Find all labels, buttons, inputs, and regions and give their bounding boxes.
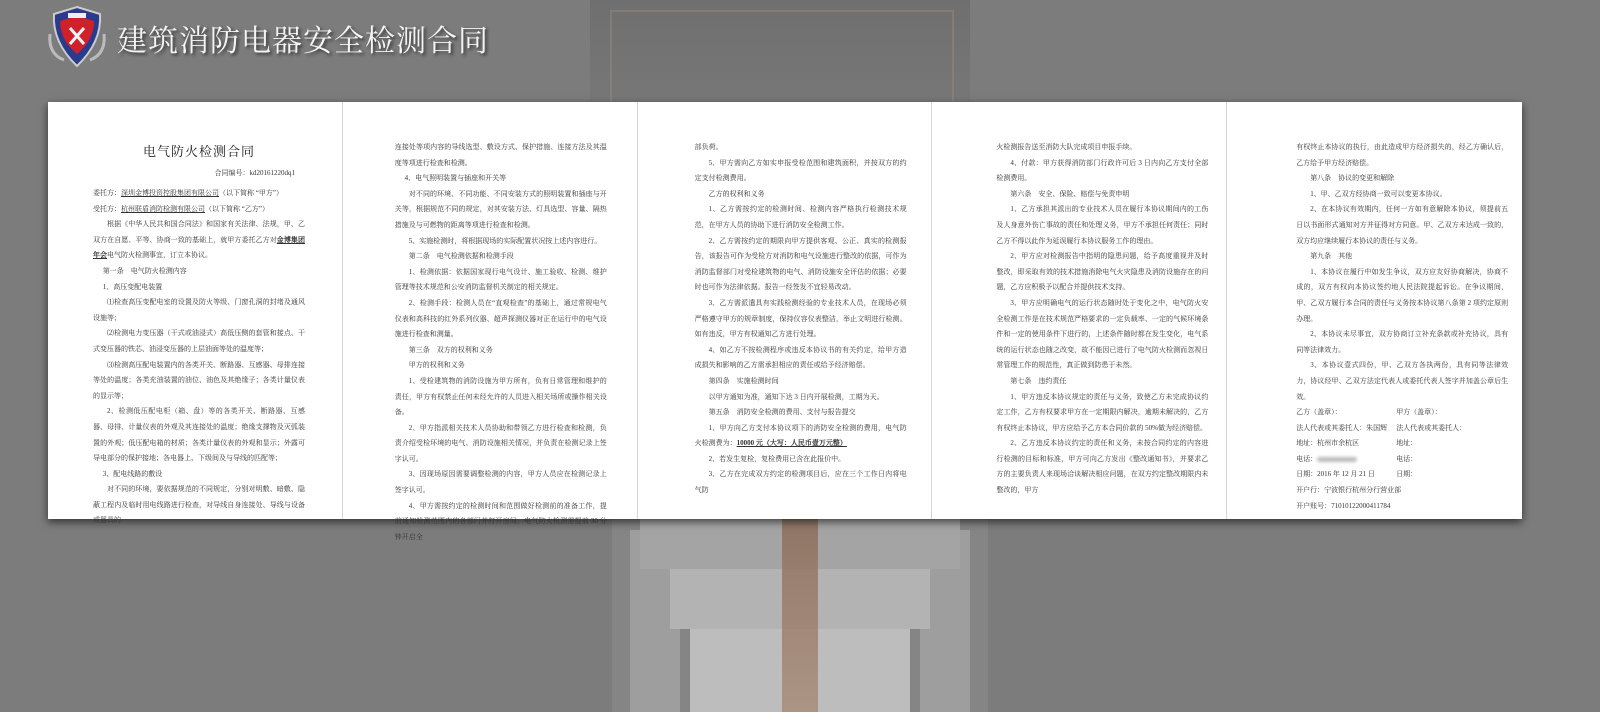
party-a-date bbox=[1396, 467, 1508, 483]
text-segment: 1、检测依据：依据国家现行电气设计、施工验收、检测、维护管理等技术规范和公安消防监督机关制定的相关规定。 bbox=[394, 267, 607, 292]
party-a-representative-text: 法人代表或其委托人： bbox=[1396, 423, 1467, 432]
text-segment: 第九条 其他 bbox=[1310, 252, 1353, 261]
party-a-seal-label bbox=[1396, 405, 1508, 421]
clause-paragraph bbox=[1296, 249, 1508, 265]
document-page-3 bbox=[638, 102, 933, 519]
paragraph bbox=[93, 186, 305, 202]
clause-paragraph bbox=[395, 358, 607, 374]
clause-paragraph bbox=[93, 358, 305, 405]
clause-paragraph bbox=[395, 187, 607, 234]
party-b-seal-label-text: 乙方（盖章）： bbox=[1296, 408, 1342, 417]
clause-paragraph bbox=[395, 265, 607, 296]
text-segment: 3、甲方应明确电气的运行状态随时处于变化之中，电气防火安全检测工作是在技术规范严格要求的一定负载率、一定的气候环境条件和一定的使用条件下进行的，上述条件随时都在发生变化，电气系统的运行状态也随之改变，故不能因已进行了电气防火检测而忽视日常管理工作的规范性，真正做到防患于未然。 bbox=[996, 298, 1209, 370]
text-segment: 4、电气照明装置与插座和开关等 bbox=[404, 174, 507, 183]
page-text-column bbox=[1296, 140, 1508, 514]
text-segment: 2、甲方指派相关技术人员协助和带领乙方进行检查和检测，负责介绍受检环境的电气、消防设施相关情况，并负责在检测记录上签字认可。 bbox=[394, 423, 607, 463]
text-segment: 2、乙方违反本协议约定的责任和义务，未按合同约定的内容进行检测的目标和标准，甲方可向乙方发出《整改通知书》，并要求乙方的主要负责人来现场洽谈解决相应问题，在双方约定整改期限内未整改的，甲方 bbox=[996, 439, 1209, 495]
clause-paragraph bbox=[695, 374, 907, 390]
text-segment: 部负荷。 bbox=[694, 143, 723, 151]
clause-paragraph bbox=[1296, 171, 1508, 187]
clause-paragraph bbox=[695, 234, 907, 296]
text-segment: 受托方： bbox=[93, 204, 121, 213]
text-segment: ⑴检查高压变配电室的设置及防火等级、门窗孔洞的封堵及通风设施等； bbox=[93, 298, 305, 322]
contract-document-spread bbox=[48, 102, 1522, 541]
text-segment: 连接处等项内容的导线选型、敷设方式、保护措施、连接方法及其温度等项进行检查和检测。 bbox=[394, 143, 607, 167]
clause-paragraph bbox=[996, 249, 1208, 296]
text-segment: 第五条 消防安全检测的费用、支付与报告提交 bbox=[708, 408, 856, 417]
clause-paragraph bbox=[695, 452, 907, 468]
party-a-seal-label-text: 甲方（盖章）： bbox=[1396, 408, 1442, 417]
clause-paragraph bbox=[695, 390, 907, 406]
paragraph bbox=[996, 140, 1208, 156]
clause-paragraph bbox=[395, 421, 607, 468]
document-page-1 bbox=[48, 102, 343, 525]
clause-paragraph bbox=[395, 234, 607, 250]
clause-paragraph bbox=[395, 499, 607, 546]
contract-title: 电气防火检测合同 bbox=[142, 144, 255, 159]
text-segment: 第四条 实施检测时间 bbox=[708, 376, 779, 385]
party-b-representative bbox=[1296, 421, 1396, 437]
clause-paragraph bbox=[996, 390, 1208, 437]
text-segment: 5、甲方需向乙方如实申报受检范围和建筑面积，并按双方的约定支付检测费用。 bbox=[694, 158, 907, 183]
text-segment: 3、乙方在完成双方约定的检测项目后，应在三个工作日内将电气防 bbox=[694, 470, 907, 495]
text-segment: 3、因现场原因需要调整检测的内容，甲方人员应在检测记录上签字认可。 bbox=[394, 470, 607, 495]
text-segment: ⑶检测高压配电装置内的各类开关、断路器、互感器、母排连接等处的温度；各类充油装置的油位、油色及其绝缘子；各类计量仪表的显示等； bbox=[93, 360, 305, 400]
text-segment: 1、甲方向乙方支付本协议项下的消防安全检测的费用，电气防火检测费为： bbox=[694, 423, 907, 448]
text-segment: 2、本协议未尽事宜，双方协商订立补充条款或补充协议，具有同等法律效力。 bbox=[1296, 330, 1509, 354]
text-segment: 委托方： bbox=[93, 189, 121, 197]
text-segment: 3、乙方需派遣具有实践检测经验的专业技术人员，在现场必须严格遵守甲方的规章制度，保持仪容仪表整洁，举止文明进行检测。如有违反，甲方有权通知乙方进行处理。 bbox=[694, 298, 907, 339]
filled-field-text: 杭州联盾消防检测有限公司 bbox=[121, 204, 205, 213]
party-a-address bbox=[1396, 436, 1508, 452]
text-segment: 第二条 电气检测依据和检测手段 bbox=[408, 252, 514, 261]
paragraph bbox=[1296, 140, 1508, 171]
party-a-representative bbox=[1396, 421, 1508, 437]
party-a-phone-text: 电话： bbox=[1396, 454, 1418, 463]
bank-account-text: 开户账号：71010122000411784 bbox=[1296, 501, 1391, 510]
text-segment: 对不同的环境，要依据规范的不同规定，分别对明敷、暗敷、隐蔽工程内及临时用电线路进行检查，对导线自身连接处、导线与设备或器具的 bbox=[93, 485, 305, 525]
text-segment: 第八条 协议的变更和解除 bbox=[1310, 174, 1395, 183]
bank-name-text: 开户行：宁波银行杭州分行营业部 bbox=[1296, 486, 1402, 495]
text-segment: 2、甲方应对检测报告中指明的隐患问题，给予高度重视并及时整改，即采取有效的技术措施消除电气火灾隐患及消防设施存在的问题，乙方应积极予以配合并提供技术支持。 bbox=[996, 252, 1209, 292]
clause-paragraph bbox=[996, 374, 1208, 390]
text-segment: 1、甲、乙双方经协商一致可以变更本协议。 bbox=[1310, 189, 1447, 198]
paragraph bbox=[695, 140, 907, 156]
clause-paragraph bbox=[93, 217, 305, 264]
background-stage-runway bbox=[782, 519, 818, 712]
clause-paragraph bbox=[93, 326, 305, 357]
text-segment: 第七条 违约责任 bbox=[1010, 376, 1067, 385]
clause-paragraph bbox=[996, 202, 1208, 249]
document-page-5 bbox=[1227, 102, 1522, 519]
clause-paragraph bbox=[695, 156, 907, 187]
clause-paragraph bbox=[695, 187, 907, 203]
party-b-date bbox=[1296, 467, 1396, 483]
signature-block bbox=[1296, 405, 1508, 514]
clause-paragraph bbox=[395, 296, 607, 343]
text-segment: 1、甲方违反本协议规定的责任与义务，致使乙方未完成协议约定工作，乙方有权要求甲方在一定期限内解决，逾期未解决的，乙方有权终止本协议，甲方应给予乙方本合同价款的 50%做为经济赔偿。 bbox=[996, 392, 1209, 432]
party-b-phone bbox=[1296, 452, 1396, 468]
text-segment: （以下简称 “甲方”） bbox=[219, 189, 283, 197]
text-segment: 有权终止本协议的执行，由此造成甲方经济损失的，经乙方确认后，乙方给予甲方经济赔偿。 bbox=[1296, 143, 1509, 167]
text-segment: 1、高压变配电装置 bbox=[102, 282, 163, 291]
party-b-address-text: 地址：杭州市余杭区 bbox=[1296, 439, 1360, 448]
text-segment: 3、配电线路的敷设 bbox=[102, 469, 163, 478]
text-segment: 第一条 电气防火检测内容 bbox=[102, 266, 187, 275]
text-segment: 根据《中华人民共和国合同法》和国家有关法律、法规，甲、乙双方在自愿、平等、协商一致的基础上，就甲方委托乙方对 bbox=[93, 220, 305, 244]
bank-name bbox=[1296, 483, 1508, 499]
text-segment: ⑵检测电力变压器（干式或油浸式）高低压侧的套管和接点、干式变压器的铁芯、油浸变压器的上层油面等处的温度等； bbox=[93, 329, 305, 353]
clause-paragraph bbox=[996, 436, 1208, 498]
text-segment: 2、若发生复检，复检费用已含在此报价中。 bbox=[708, 454, 846, 463]
page-text-column bbox=[93, 142, 305, 529]
text-segment: 2、乙方需按约定的期限向甲方提供客观、公正、真实的检测报告，该报告可作为受检方对消防和电气设施进行整改的依据，可作为消防监督部门对受检建筑物的电气、消防设施安全评估的依据；必要时也可作为法律依据。报告一经签发不宜轻易改动。 bbox=[694, 236, 907, 292]
clause-paragraph bbox=[1296, 358, 1508, 405]
clause-paragraph bbox=[395, 343, 607, 359]
text-segment: 4、甲方需按约定的检测时间和范围做好检测前的准备工作，提前通知检测范围内的各部门并打开房间，电气防火检测需提前 30 分钟开启全 bbox=[394, 501, 607, 541]
page-title: 建筑消防电器安全检测合同 bbox=[117, 24, 489, 59]
clause-paragraph bbox=[395, 171, 607, 187]
bank-account bbox=[1296, 499, 1508, 515]
paragraph bbox=[395, 140, 607, 171]
clause-paragraph bbox=[93, 264, 305, 280]
text-segment: 1、本协议在履行中如发生争议，双方应友好协商解决，协商不成的，双方有权向本协议签约地人民法院提起诉讼。在争议期间，甲、乙双方履行本合同的责任与义务按本协议第八条第 2 项约定原则办理。 bbox=[1296, 267, 1509, 323]
text-segment: 甲方的权利和义务 bbox=[408, 361, 465, 370]
text-segment: 1、乙方承担其派出的专业技术人员在履行本协议期间内的工伤及人身意外伤亡事故的责任和处理义务，甲方不承担任何责任；同时乙方不得以此作为延误履行本协议服务工作的理由。 bbox=[996, 205, 1209, 245]
party-a-address-text: 地址： bbox=[1396, 439, 1418, 448]
filled-field-text: 深圳金博投资控股集团有限公司 bbox=[121, 189, 219, 197]
document-page-2 bbox=[343, 102, 638, 541]
party-b-seal-label bbox=[1296, 405, 1396, 421]
clause-paragraph bbox=[695, 405, 907, 421]
clause-paragraph bbox=[695, 296, 907, 343]
text-segment: 第三条 双方的权利和义务 bbox=[408, 345, 493, 354]
text-segment: 2、在本协议有效期内，任何一方如有意解除本协议，须提前五日以书面形式通知对方并征得对方同意。甲、乙双方未达成一致的，双方均应继续履行本协议的责任与义务。 bbox=[1296, 205, 1509, 245]
text-segment: 5、实施检测时，将根据现场的实际配置状况按上述内容进行。 bbox=[408, 236, 602, 245]
clause-paragraph bbox=[395, 249, 607, 265]
party-b-phone-text: 电话： bbox=[1296, 454, 1318, 463]
text-segment: 电气防火检测事宜，订立本协议。 bbox=[107, 251, 212, 260]
clause-paragraph bbox=[996, 156, 1208, 187]
text-segment: 4、如乙方不按检测程序或违反本协议书的有关约定，给甲方造成损失和影响的乙方需承担相应的责任或给予经济赔偿。 bbox=[694, 345, 907, 370]
page-text-column bbox=[695, 140, 907, 499]
clause-paragraph bbox=[1296, 187, 1508, 203]
paragraph bbox=[93, 202, 305, 218]
text-segment: 1、受检建筑物的消防设施为甲方所有，负有日常管理和维护的责任，甲方有权禁止任何未经允许的人员进入相关场所或操作相关设备。 bbox=[394, 376, 607, 417]
filled-field-text: 10000 元（大写：人民币壹万元整） bbox=[736, 439, 847, 448]
text-segment: 1、乙方需按约定的检测时间、检测内容严格执行检测技术规范，在甲方人员的协助下进行消防安全检测工作。 bbox=[694, 205, 907, 229]
clause-paragraph bbox=[695, 467, 907, 498]
clause-paragraph bbox=[93, 280, 305, 296]
text-segment: 对不同的环境、不同功能、不同安装方式的照明装置和插座与开关等，根据规范不同的规定，对其安装方法、灯具选型、容量、隔热措施及与可燃物的距离等项进行检查和检测。 bbox=[394, 189, 607, 229]
redacted-phone-number bbox=[1317, 457, 1357, 462]
filled-field-text: 金博集团年会 bbox=[93, 235, 306, 260]
text-segment: 火检测报告送至消防大队完成项目申报手续。 bbox=[996, 143, 1137, 151]
party-a-date-text: 日期： bbox=[1396, 470, 1418, 479]
clause-paragraph bbox=[1296, 265, 1508, 327]
document-page-4 bbox=[932, 102, 1227, 519]
text-segment: 4、付款：甲方获得消防部门行政许可后 3 日内向乙方支付全部检测费用。 bbox=[996, 158, 1209, 183]
text-segment: 以甲方通知为准，通知下达 3 日内开展检测，工期为天。 bbox=[708, 392, 884, 401]
text-segment: 2、检测低压配电柜（箱、盘）等的各类开关、断路器、互感器、母排、计量仪表的外观及其连接处的温度；绝缘支撑物及灭弧装置的外观；低压配电箱的材质；各类计量仪表的外观和显示；外露可导电部分的保护接地；各电器上、下级间及与导线的匹配等； bbox=[93, 407, 305, 463]
page-text-column bbox=[996, 140, 1208, 499]
background-stage-frame bbox=[610, 10, 954, 104]
clause-paragraph bbox=[695, 343, 907, 374]
text-segment: 第六条 安全、保险、赔偿与免责申明 bbox=[1010, 189, 1130, 198]
page-text-column bbox=[395, 140, 607, 545]
text-segment: 3、本协议壹式四份，甲、乙双方各执两份，具有同等法律效力，协议经甲、乙双方法定代表人或委托代表人签字并加盖公章后生效。 bbox=[1296, 361, 1509, 401]
clause-paragraph bbox=[93, 467, 305, 483]
text-segment: （以下简称 “乙方”） bbox=[205, 204, 269, 213]
clause-paragraph bbox=[1296, 327, 1508, 358]
party-b-representative-text: 法人代表或其委托人：朱国辉 bbox=[1296, 423, 1388, 432]
party-a-phone bbox=[1396, 452, 1508, 468]
clause-paragraph bbox=[695, 202, 907, 233]
party-b-address bbox=[1296, 436, 1396, 452]
party-b-date-text: 日期：2016 年 12 月 21 日 bbox=[1296, 470, 1375, 479]
clause-paragraph bbox=[996, 187, 1208, 203]
text-segment: 乙方的权利和义务 bbox=[708, 189, 765, 198]
clause-paragraph bbox=[93, 482, 305, 529]
clause-paragraph bbox=[1296, 202, 1508, 249]
text-segment: 2、检测手段：检测人员在“直观检查”的基础上，通过常规电气仪表和高科技的红外系列仪器、超声探测仪器对正在运行中的电气设施进行检查和测量。 bbox=[394, 298, 607, 339]
clause-paragraph bbox=[395, 374, 607, 421]
clause-paragraph bbox=[695, 421, 907, 452]
contract-number: 合同编号：kd20161220dq1 bbox=[214, 169, 295, 177]
fire-department-badge-logo bbox=[44, 4, 110, 70]
clause-paragraph bbox=[93, 295, 305, 326]
clause-paragraph bbox=[93, 404, 305, 466]
clause-paragraph bbox=[395, 467, 607, 498]
clause-paragraph bbox=[996, 296, 1208, 374]
